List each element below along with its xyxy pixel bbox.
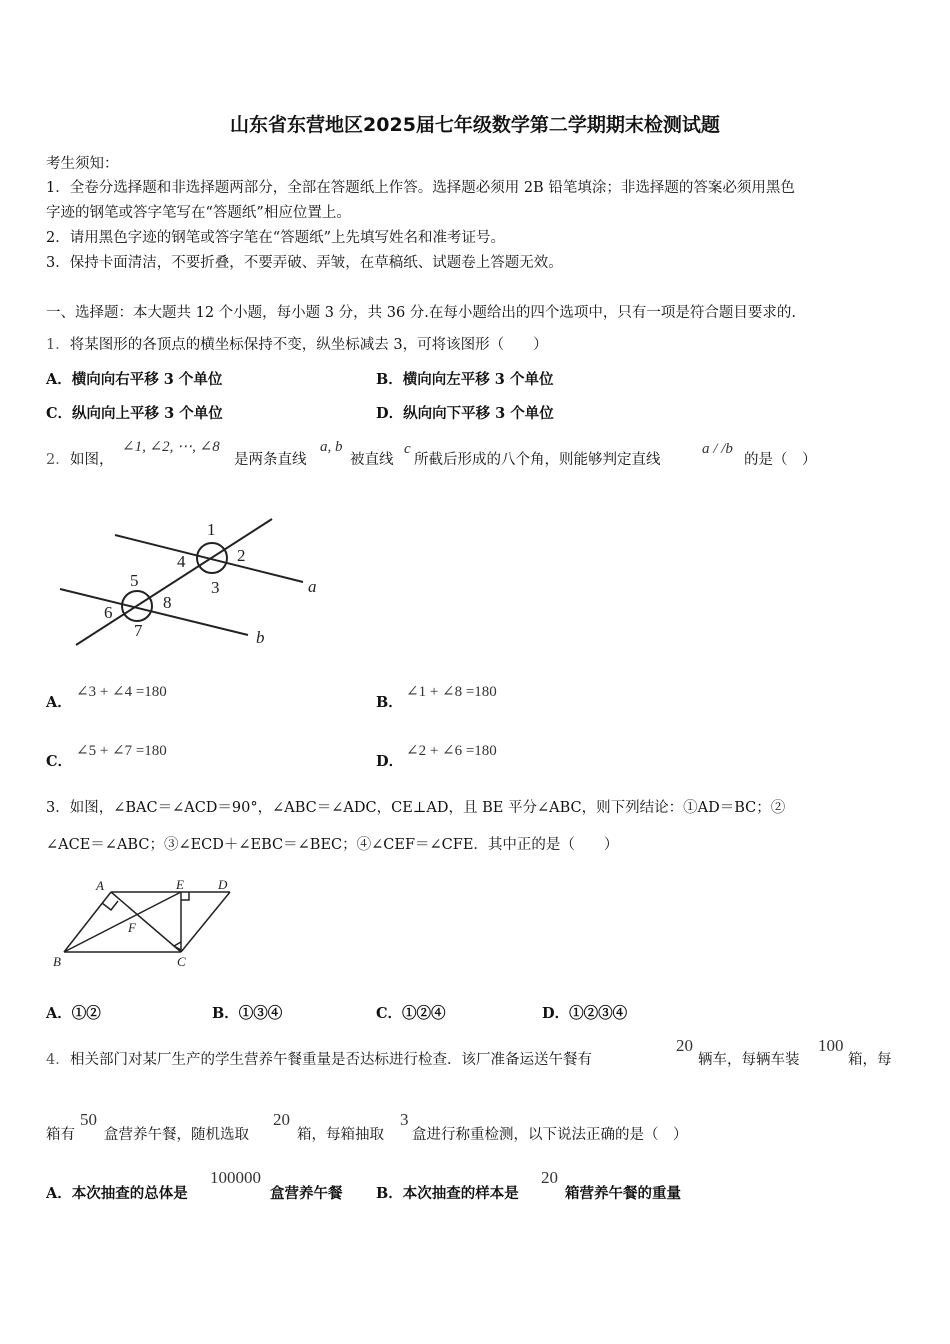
angle-label-8: 8: [163, 593, 172, 612]
section-heading: 一、选择题：本大题共 12 个小题，每小题 3 分，共 36 分.在每小题给出的四个选项中，只有一项是符合题目要求的.: [46, 305, 796, 321]
q3-figure: [48, 872, 248, 972]
point-label-c: C: [177, 954, 186, 969]
q1-number: 1．: [46, 337, 70, 353]
notice-line-3: 3．保持卡面清洁，不要折叠，不要弄破、弄皱，在草稿纸、试题卷上答题无效。: [46, 255, 563, 271]
notice-heading: 考生须知：: [46, 156, 119, 172]
page-title: 山东省东营地区2025届七年级数学第二学期期末检测试题: [230, 114, 720, 136]
q4-text-6: 箱，每箱抽取: [297, 1127, 384, 1143]
q4-text-1: 相关部门对某厂生产的学生营养午餐重量是否达标进行检查．该厂准备运送午餐有: [70, 1052, 592, 1068]
q2-text-1: 如图，: [70, 452, 114, 468]
q4-option-b-text-1: B．本次抽查的样本是: [376, 1185, 519, 1202]
notice-line-1b: 字迹的钢笔或答字笔写在“答题纸”相应位置上。: [46, 205, 351, 221]
point-label-b: B: [53, 954, 61, 969]
q2-option-a-label: A．: [46, 694, 72, 711]
q2-math-angles: ∠1, ∠2, ⋯, ∠8: [122, 439, 220, 455]
q4-num-meals: 50: [80, 1110, 97, 1129]
point-label-a: A: [96, 878, 104, 893]
q4-num-boxes: 100: [818, 1036, 844, 1055]
q3-stem-line-2: ∠ACE＝∠ABC；③∠ECD＋∠EBC＝∠BEC；④∠CEF＝∠CFE．其中正的是（ ）: [46, 837, 619, 853]
q2-math-parallel: a / /b: [702, 441, 733, 457]
q2-option-b-label: B．: [376, 694, 403, 711]
right-angle-mark-e: [181, 892, 189, 900]
q4-num-selected: 20: [273, 1110, 290, 1129]
q2-option-d-label: D．: [376, 753, 404, 770]
q2-math-ab: a, b: [320, 439, 343, 455]
q1-option-d: D．纵向向下平移 3 个单位: [376, 405, 554, 422]
q1-stem: [46, 337, 548, 354]
q2-option-a: ∠3 + ∠4 =180: [76, 684, 167, 700]
q2-text-3: 被直线: [350, 452, 394, 468]
angle-label-7: 7: [134, 621, 143, 640]
angle-label-6: 6: [104, 603, 113, 622]
q4-option-b-number: 20: [541, 1168, 558, 1187]
q4-text-5: 盒营养午餐，随机选取: [104, 1127, 249, 1143]
angle-label-4: 4: [177, 552, 186, 571]
q4-option-a-text-1: A．本次抽查的总体是: [46, 1185, 188, 1202]
q3-stem-line-1: 3．如图，∠BAC＝∠ACD＝90°，∠ABC＝∠ADC，CE⊥AD，且 BE 平分∠ABC，则下列结论：①AD＝BC；②: [46, 800, 786, 816]
point-label-e: E: [176, 877, 184, 892]
q4-number: 4．: [46, 1052, 70, 1068]
q1-option-b: B．横向向左平移 3 个单位: [376, 371, 554, 388]
q2-option-b: ∠1 + ∠8 =180: [406, 684, 497, 700]
angle-label-5: 5: [130, 571, 139, 590]
angle-label-3: 3: [211, 578, 220, 597]
q3-option-b: B．①③④: [212, 1005, 283, 1022]
q2-number: 2．: [46, 452, 70, 468]
q1-option-a: A．横向向右平移 3 个单位: [46, 371, 223, 388]
q1-text: 将某图形的各顶点的横坐标保持不变，纵坐标减去 3，可将该图形（ ）: [69, 337, 548, 353]
q1-option-c: C．纵向向上平移 3 个单位: [46, 405, 223, 422]
q2-option-c-label: C．: [46, 753, 73, 770]
q3-option-d: D．①②③④: [542, 1005, 628, 1022]
line-label-a: a: [308, 577, 317, 596]
point-label-d: D: [218, 877, 228, 892]
segment-dc: [181, 892, 230, 952]
q2-text-5: 的是（ ）: [744, 452, 817, 468]
q4-text-2: 辆车，每辆车装: [698, 1052, 800, 1068]
q2-option-c: ∠5 + ∠7 =180: [76, 743, 167, 759]
line-label-b: b: [256, 628, 265, 647]
q2-math-c: c: [404, 441, 411, 457]
q4-text-4: 箱有: [46, 1127, 75, 1143]
q4-text-7: 盒进行称重检测，以下说法正确的是（ ）: [412, 1127, 688, 1143]
q4-option-a-number: 100000: [210, 1168, 261, 1187]
notice-line-1a: 1．全卷分选择题和非选择题两部分，全部在答题纸上作答。选择题必须用 2B 铅笔填涂；非选择题的答案必须用黑色: [46, 180, 795, 196]
line-c: [76, 519, 272, 645]
q4-option-b-text-2: 箱营养午餐的重量: [565, 1185, 681, 1202]
q3-option-c: C．①②④: [376, 1005, 446, 1022]
right-angle-mark-a: [102, 901, 118, 910]
angle-label-1: 1: [207, 520, 216, 539]
q3-option-a: A．①②: [46, 1005, 101, 1022]
right-angle-mark-c: [174, 942, 181, 950]
q4-text-3: 箱，每: [848, 1052, 892, 1068]
angle-label-2: 2: [237, 546, 246, 565]
q4-num-trucks: 20: [676, 1036, 693, 1055]
q4-num-sampled: 3: [400, 1110, 409, 1129]
q2-text-2: 是两条直线: [234, 452, 307, 468]
notice-line-2: 2．请用黑色字迹的钢笔或答字笔在“答题纸”上先填写姓名和准考证号。: [46, 230, 506, 246]
point-label-f: F: [128, 920, 136, 935]
q2-text-4: 所截后形成的八个角，则能够判定直线: [414, 452, 661, 468]
q2-figure: [50, 505, 340, 655]
q4-option-a-text-2: 盒营养午餐: [270, 1185, 343, 1202]
q2-option-d: ∠2 + ∠6 =180: [406, 743, 497, 759]
segment-ab: [64, 892, 111, 952]
